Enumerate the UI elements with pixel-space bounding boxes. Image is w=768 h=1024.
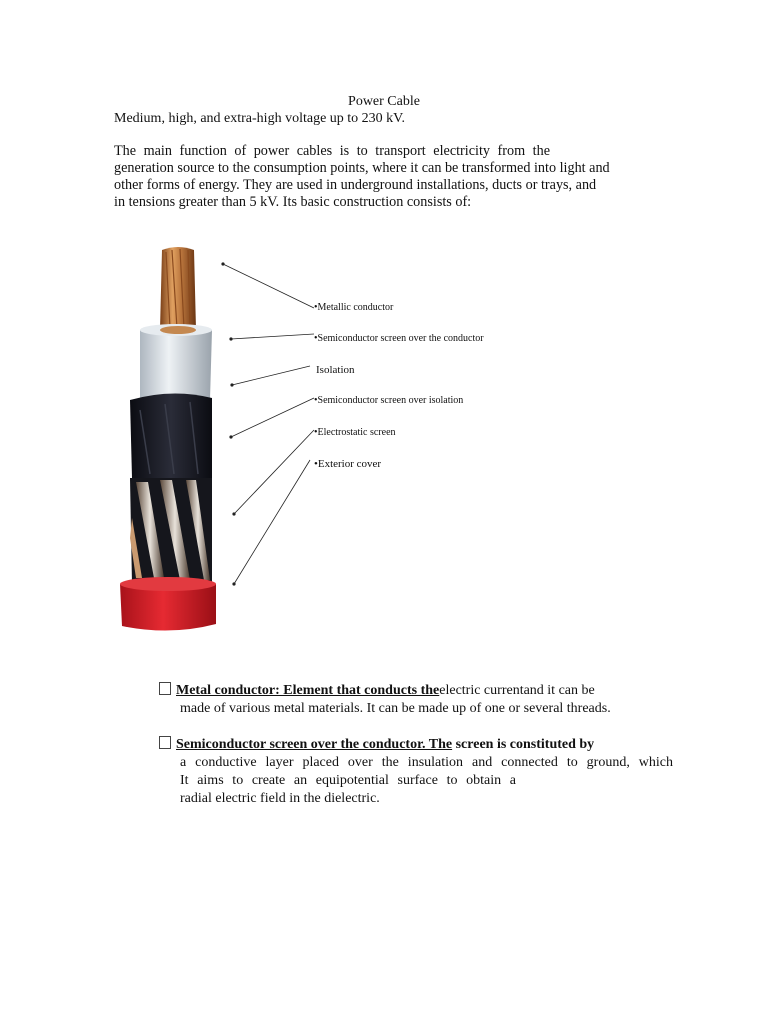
bullet-text: a conductive layer placed over the insulation and connected to ground, which [180, 755, 673, 770]
leader-dot [232, 512, 235, 515]
checkbox-icon [159, 736, 171, 749]
conductor-screen-part [140, 324, 212, 400]
intro-line: other forms of energy. They are used in underground installations, ducts or trays, and [114, 177, 597, 193]
label-conductor-screen: •Semiconductor screen over the conductor [314, 333, 484, 344]
leader-lines [223, 264, 314, 584]
exterior-cover-part [120, 577, 216, 631]
insulation-screen-part [130, 393, 212, 478]
bullet-heading: Semiconductor screen over the conductor. The [176, 737, 453, 752]
bullet-text: It aims to create an equipotential surface to obtain a [180, 773, 516, 788]
checkbox-icon [159, 682, 171, 695]
label-electrostatic-screen: •Electrostatic screen [314, 427, 396, 438]
page-subtitle: Medium, high, and extra-high voltage up to 230 kV. [114, 111, 405, 126]
label-metallic-conductor: •Metallic conductor [314, 302, 394, 313]
intro-line: generation source to the consumption points, where it can be transformed into light and [114, 160, 610, 176]
label-exterior-cover: •Exterior cover [314, 458, 382, 470]
bullet-metal-conductor [159, 682, 639, 718]
bullet-semiconductor-screen [159, 736, 673, 808]
label-isolation-screen: •Semiconductor screen over isolation [314, 395, 464, 406]
intro-line: The main function of power cables is to transport electricity from the [114, 143, 550, 159]
bullet-heading-rest: screen is constituted by [455, 737, 595, 752]
leader-dot [229, 337, 232, 340]
electrostatic-screen-part [130, 478, 212, 584]
bullet-heading: Metal conductor: Element that conducts the [176, 683, 440, 698]
bullet-heading-rest: electric currentand it can be [439, 683, 595, 698]
leader-dot [229, 435, 232, 438]
page-title: Power Cable [348, 94, 420, 109]
intro-line: in tensions greater than 5 kV. Its basic construction consists of: [114, 194, 472, 210]
cable-diagram [110, 238, 590, 638]
metallic-conductor-part [160, 247, 196, 330]
bullet-text-lines [159, 754, 673, 808]
bullet-text: radial electric field in the dielectric. [180, 791, 380, 806]
label-isolation: Isolation [316, 364, 355, 376]
intro-paragraph [114, 143, 654, 211]
bullet-text: made of various metal materials. It can be made up of one or several threads. [180, 701, 611, 716]
leader-dot [221, 262, 224, 265]
leader-dot [232, 582, 235, 585]
leader-dot [230, 383, 233, 386]
